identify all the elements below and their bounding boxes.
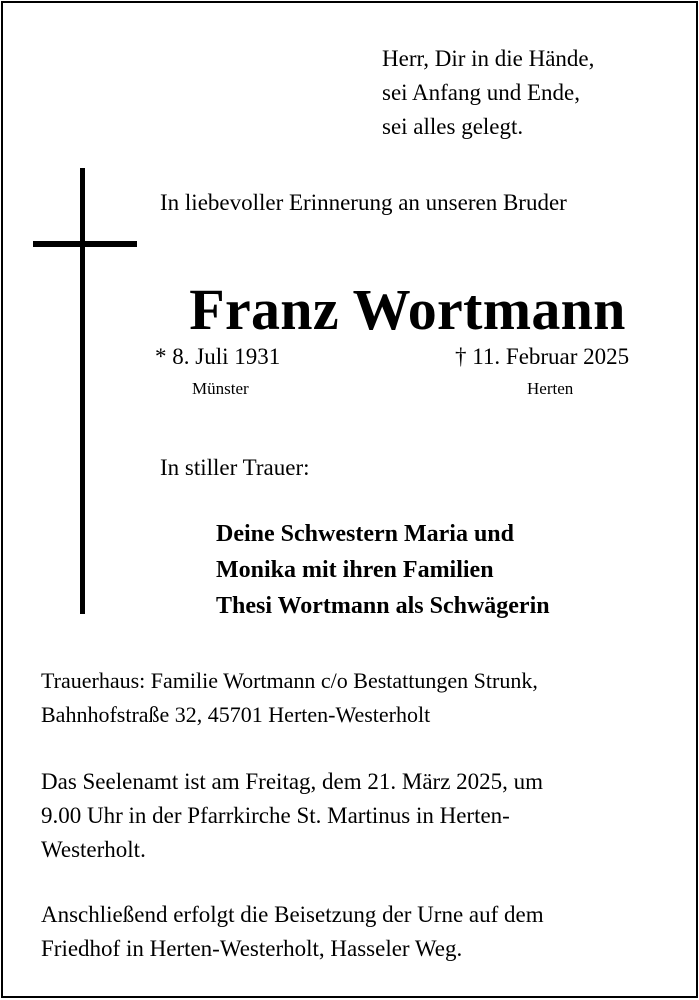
death-place: Herten — [527, 379, 574, 398]
verse — [382, 42, 594, 144]
cross-vertical-bar — [80, 168, 85, 614]
burial-line: Friedhof in Herten-Westerholt, Hasseler Weg. — [41, 936, 463, 961]
family-line: Monika mit ihren Familien — [216, 557, 494, 583]
service-info — [41, 765, 543, 867]
mourning-house — [41, 664, 538, 732]
birth-place: Münster — [192, 379, 249, 398]
birth-date: * 8. Juli 1931 — [155, 344, 281, 369]
service-line: Das Seelenamt ist am Freitag, dem 21. März 2025, um — [41, 769, 544, 794]
mourning-label: In stiller Trauer: — [160, 455, 310, 480]
verse-line: sei Anfang und Ende, — [382, 80, 581, 105]
deceased-name: Franz Wortmann — [189, 277, 626, 342]
death-date: † 11. Februar 2025 — [455, 344, 630, 369]
verse-line: Herr, Dir in die Hände, — [382, 46, 595, 71]
burial-line: Anschließend erfolgt die Beisetzung der Urne auf dem — [41, 902, 544, 927]
intro-text: In liebevoller Erinnerung an unseren Bruder — [160, 190, 567, 215]
burial-info — [41, 898, 544, 966]
service-line: Westerholt. — [41, 837, 146, 862]
verse-line: sei alles gelegt. — [382, 114, 524, 139]
service-line: 9.00 Uhr in der Pfarrkirche St. Martinus in Herten- — [41, 803, 510, 828]
house-line: Trauerhaus: Familie Wortmann c/o Bestattungen Strunk, — [41, 668, 538, 693]
family-list — [216, 516, 550, 624]
family-line: Deine Schwestern Maria und — [216, 521, 514, 547]
house-line: Bahnhofstraße 32, 45701 Herten-Westerholt — [41, 702, 431, 727]
cross-horizontal-bar — [33, 241, 137, 247]
family-line: Thesi Wortmann als Schwägerin — [216, 593, 550, 619]
